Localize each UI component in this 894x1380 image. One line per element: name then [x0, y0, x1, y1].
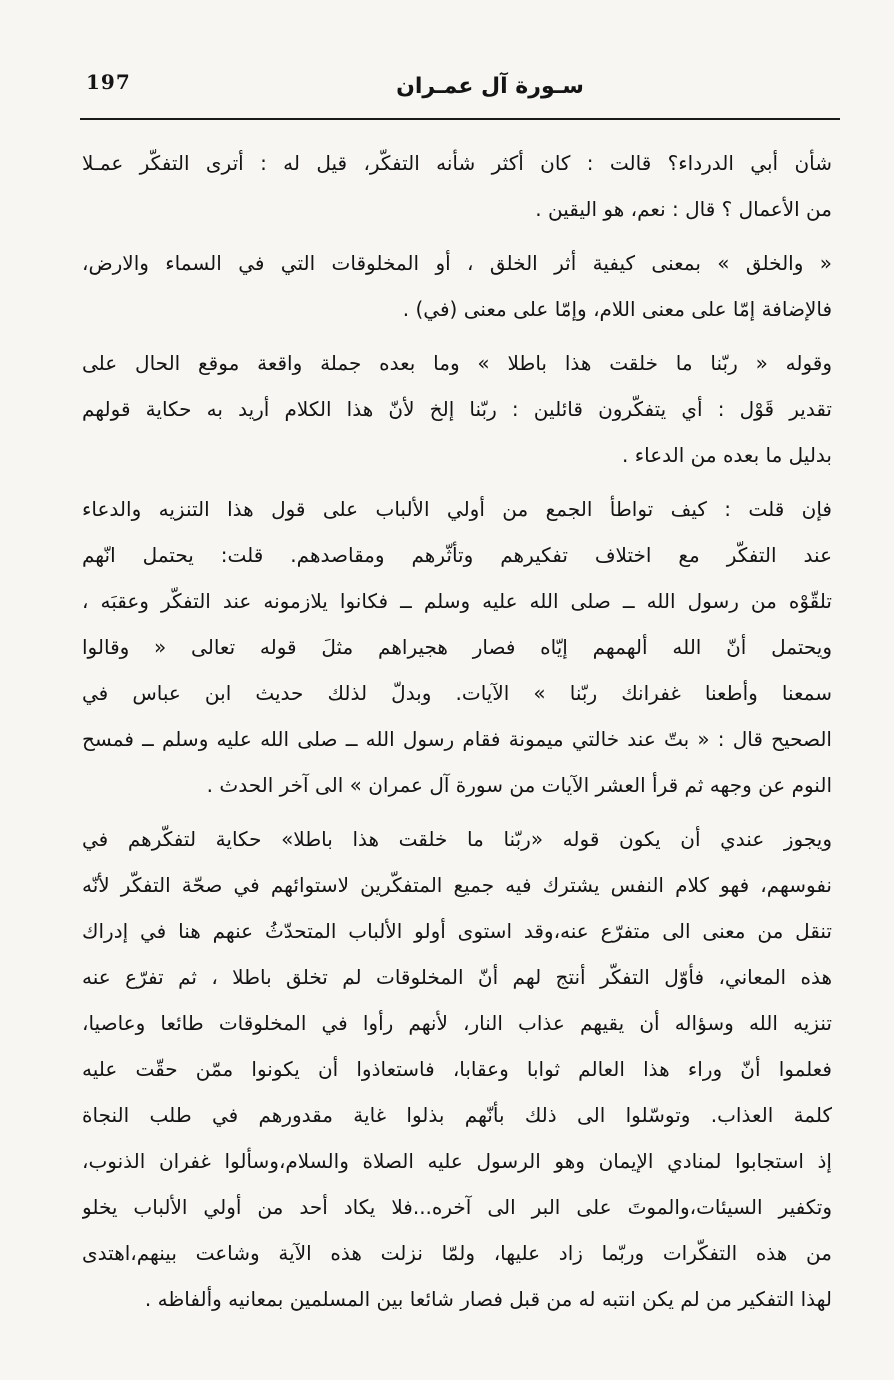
text-line: تقدير قَوْل : أي يتفكّرون قائلين : ربّنا إلخ لأنّ هذا الكلام أريد به حكاية قولهم [82, 397, 832, 421]
text-line: بدليل ما بعده من الدعاء . [622, 443, 832, 467]
text-line: الصحيح قال : « بتّ عند خالتي ميمونة فقام رسول الله ــ صلى الله عليه وسلم ــ فمسح [82, 727, 832, 751]
text-line: شأن أبي الدرداء؟ قالت : كان أكثر شأنه التفكّر، قيل له : أترى التفكّر عمـلا [82, 151, 832, 175]
text-line: تنزيه الله وسؤاله أن يقيهم عذاب النار، لأنهم رأوا في المخلوقات طائعا وعاصيا، [82, 1011, 832, 1035]
text-line: تنقل من معنى الى متفرّع عنه،وقد استوى أولو الألباب المتحدّثُ عنهم هنا في إدراك [82, 919, 832, 943]
header-rule [80, 118, 840, 120]
paragraph-gap [82, 332, 832, 340]
text-line: فإن قلت : كيف تواطأ الجمع من أولي الألباب على قول هذا التنزيه والدعاء [82, 497, 832, 521]
text-line: تلقّوْه من رسول الله ــ صلى الله عليه وسلم ــ فكانوا يلازمونه عند التفكّر وعقبَه ، [82, 589, 832, 613]
text-line: فالإضافة إمّا على معنى اللام، وإمّا على معنى (في) . [402, 297, 832, 321]
running-title: سـورة آل عمـران [396, 74, 584, 99]
text-line: لهذا التفكير من لم يكن انتبه له من قبل فصار شائعا بين المسلمين بمعانيه وألفاظه . [144, 1287, 832, 1311]
text-line: نفوسهم، فهو كلام النفس يشترك فيه جميع المتفكّرين لاستوائهم في صحّة التفكّر لأنّه [82, 873, 832, 897]
page-number: 197 [86, 70, 131, 94]
text-line: وقوله « ربّنا ما خلقت هذا باطلا » وما بعده جملة واقعة موقع الحال على [82, 351, 832, 375]
paragraph-gap [82, 808, 832, 816]
text-line: ويحتمل أنّ الله ألهمهم إيّاه فصار هجيراهم مثلَ قوله تعالى « وقالوا [82, 635, 832, 659]
text-line: وتكفير السيئات،والموتَ على البر الى آخره...فلا يكاد أحد من أولي الألباب يخلو [82, 1195, 832, 1219]
text-line: هذه المعاني، فأوّل التفكّر أنتج لهم أنّ المخلوقات لم تخلق باطلا ، ثم تفرّع عنه [82, 965, 832, 989]
text-line: كلمة العذاب. وتوسّلوا الى ذلك بأنّهم بذلوا غاية مقدورهم في طلب النجاة [82, 1103, 832, 1127]
text-line: عند التفكّر مع اختلاف تفكيرهم وتأثّرهم ومقاصدهم. قلت: يحتمل انّهم [82, 543, 832, 567]
body-text [82, 140, 832, 1322]
text-line: إذ استجابوا لمنادي الإيمان وهو الرسول عليه الصلاة والسلام،وسألوا غفران الذنوب، [82, 1149, 832, 1173]
paragraph-gap [82, 478, 832, 486]
text-line: من الأعمال ؟ قال : نعم، هو اليقين . [535, 197, 832, 221]
text-line: فعلموا أنّ وراء هذا العالم ثوابا وعقابا، فاستعاذوا أن يكونوا ممّن حقّت عليه [82, 1057, 832, 1081]
text-line: النوم عن وجهه ثم قرأ العشر الآيات من سورة آل عمران » الى آخر الحدث . [206, 773, 832, 797]
text-line: من هذه التفكّرات وربّما زاد عليها، ولمّا نزلت هذه الآية وشاعت بينهم،اهتدى [82, 1241, 832, 1265]
paragraph-gap [82, 232, 832, 240]
text-line: ويجوز عندي أن يكون قوله «ربّنا ما خلقت هذا باطلا» حكاية لتفكّرهم في [82, 827, 832, 851]
text-line: « والخلق » بمعنى كيفية أثر الخلق ، أو المخلوقات التي في السماء والارض، [82, 251, 832, 275]
text-line: سمعنا وأطعنا غفرانك ربّنا » الآيات. وبدلّ لذلك حديث ابن عباس في [82, 681, 832, 705]
